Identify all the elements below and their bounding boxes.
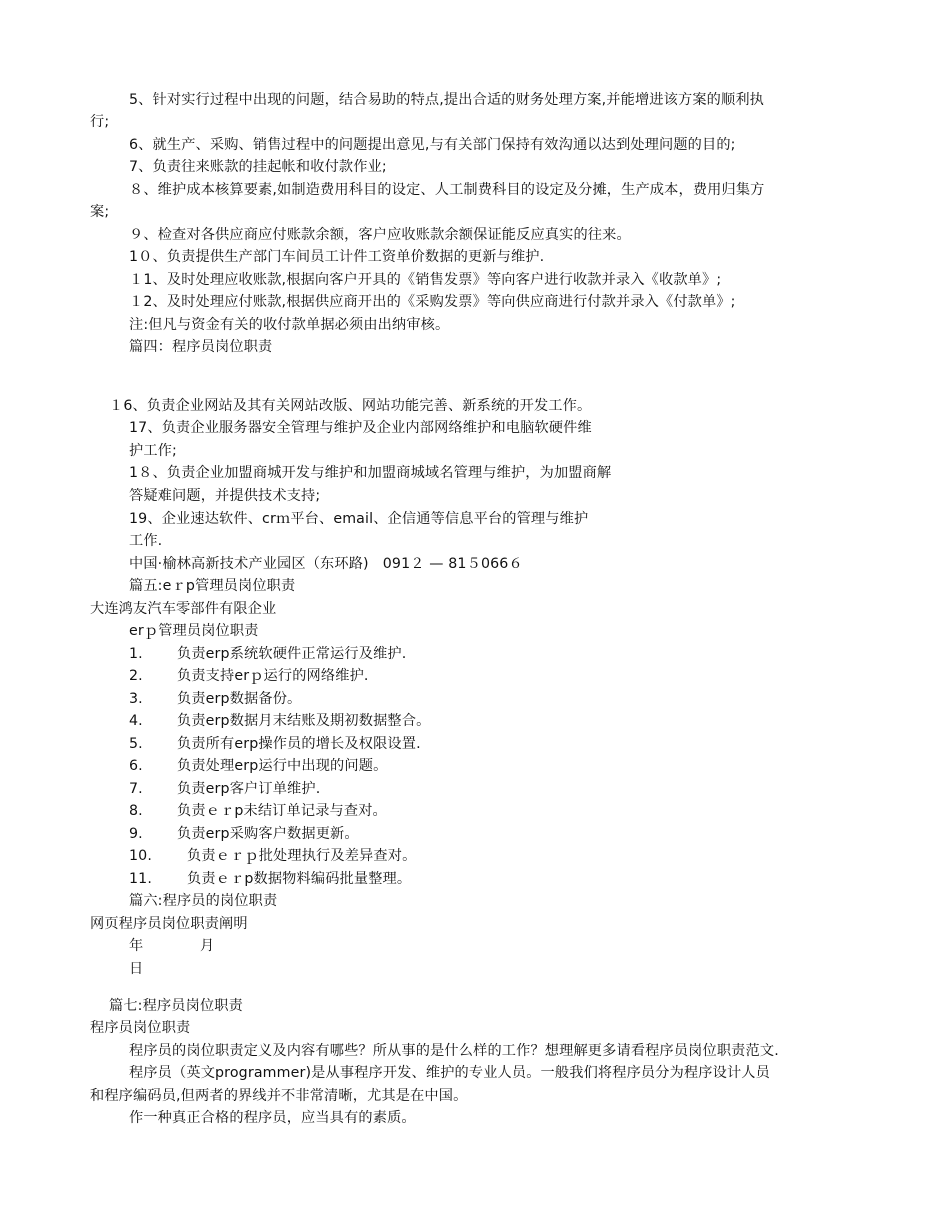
paragraph-line: 和程序编码员,但两者的界线并不非常清晰，尤其是在中国。	[90, 1088, 468, 1104]
list-item: 4. 负责erp数据月末结账及期初数据整合。	[129, 713, 431, 729]
list-item: 6. 负责处理erp运行中出现的问题。	[129, 758, 388, 774]
paragraph-line: 案;	[90, 204, 110, 220]
subheading: 网页程序员岗位职责阐明	[90, 916, 248, 932]
list-item: 8. 负责ｅｒp未结订单记录与查对。	[129, 803, 387, 819]
paragraph-line: 行;	[90, 114, 110, 130]
paragraph-line: 7、负责往来账款的挂起帐和收付款作业;	[129, 159, 387, 175]
paragraph-line: 19、企业速达软件、crｍ平台、email、企信通等信息平台的管理与维护	[129, 511, 589, 527]
section-heading: 篇五:eｒp管理员岗位职责	[129, 578, 296, 594]
paragraph-line: １1、及时处理应收账款,根据向客户开具的《销售发票》等向客户进行收款并录入《收款单》;	[129, 272, 722, 288]
date-month-label: 月	[200, 938, 215, 954]
paragraph-line: 程序员的岗位职责定义及内容有哪些？所从事的是什么样的工作？想理解更多请看程序员岗位职责范文.	[129, 1043, 779, 1059]
section-heading: 篇六:程序员的岗位职责	[129, 893, 278, 909]
paragraph-line: 注:但凡与资金有关的收付款单据必须由出纳审核。	[129, 317, 450, 333]
list-item: 10. 负责ｅｒｐ批处理执行及差异查对。	[129, 848, 417, 864]
list-item: 11. 负责ｅｒp数据物料编码批量整理。	[129, 871, 412, 887]
paragraph-line: 5、针对实行过程中出现的问题，结合易助的特点,提出合适的财务处理方案,并能增进该方案的顺利执	[129, 92, 765, 108]
list-item: 1. 负责erp系统软硬件正常运行及维护.	[129, 646, 407, 662]
paragraph-line: １2、及时处理应付账款,根据供应商开出的《采购发票》等向供应商进行付款并录入《付款单》;	[129, 294, 736, 310]
list-item: 3. 负责erp数据备份。	[129, 691, 302, 707]
section-heading: 篇四：程序员岗位职责	[129, 339, 273, 355]
paragraph-line: 1０、负责提供生产部门车间员工计件工资单价数据的更新与维护.	[129, 249, 545, 265]
address-line: 中国·榆林高新技术产业园区（东环路) 091２ — 81５066６	[129, 556, 523, 572]
paragraph-line: 护工作;	[129, 443, 177, 459]
company-name: 大连鸿友汽车零部件有限企业	[90, 601, 277, 617]
list-item: 7. 负责erp客户订单维护.	[129, 781, 321, 797]
list-item: 2. 负责支持erｐ运行的网络维护.	[129, 668, 369, 684]
paragraph-line: 答疑难问题，并提供技术支持;	[129, 488, 321, 504]
paragraph-line: 17、负责企业服务器安全管理与维护及企业内部网络维护和电脑软硬件维	[129, 420, 592, 436]
date-day-label: 日	[129, 961, 144, 977]
paragraph-line: 工作.	[129, 533, 163, 549]
subheading: 程序员岗位职责	[90, 1020, 191, 1036]
paragraph-line: 6、就生产、采购、销售过程中的问题提出意见,与有关部门保持有效沟通以达到处理问题的目的;	[129, 137, 736, 153]
section-heading: 篇七:程序员岗位职责	[109, 998, 243, 1014]
paragraph-line: １6、负责企业网站及其有关网站改版、网站功能完善、新系统的开发工作。	[109, 398, 592, 414]
paragraph-line: ９、检查对各供应商应付账款余额，客户应收账款余额保证能反应真实的往来。	[129, 227, 631, 243]
subheading: erｐ管理员岗位职责	[129, 623, 259, 639]
paragraph-line: 程序员（英文programmer)是从事程序开发、维护的专业人员。一般我们将程序员分为程序设计人员	[129, 1065, 770, 1081]
list-item: 9. 负责erp采购客户数据更新。	[129, 826, 359, 842]
date-year-label: 年	[129, 938, 144, 954]
list-item: 5. 负责所有erp操作员的增长及权限设置.	[129, 736, 421, 752]
paragraph-line: ８、维护成本核算要素,如制造费用科目的设定、人工制费科目的设定及分摊，生产成本，费用归集方	[129, 182, 765, 198]
paragraph-line: 作一种真正合格的程序员，应当具有的素质。	[129, 1110, 416, 1126]
paragraph-line: 1８、负责企业加盟商城开发与维护和加盟商城域名管理与维护，为加盟商解	[129, 465, 612, 481]
